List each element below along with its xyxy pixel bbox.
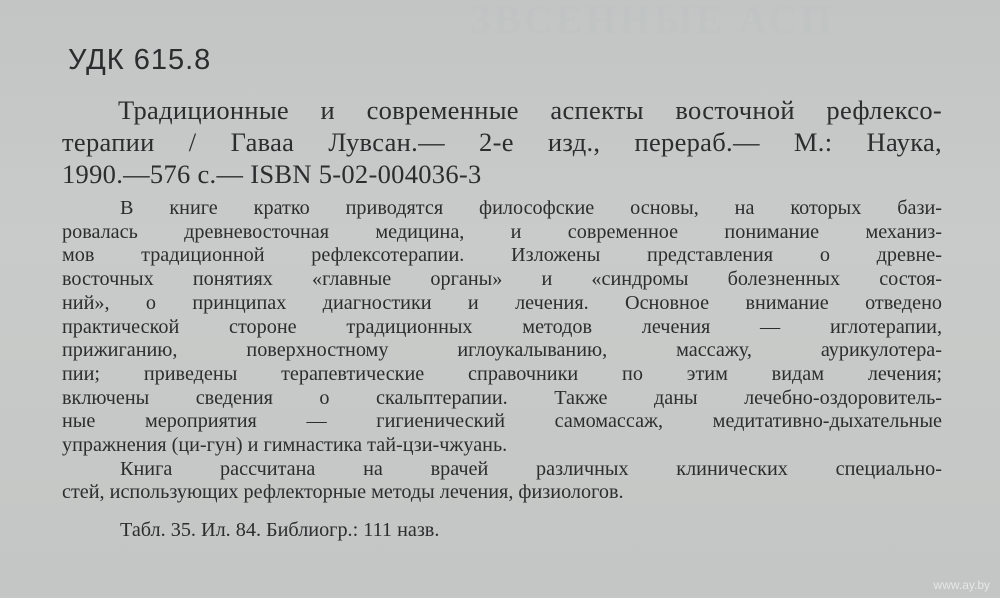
site-watermark: www.ay.by (933, 578, 990, 592)
udk-code: УДК 615.8 (68, 44, 212, 76)
abstract-line: Книга рассчитана на врачей различных клинических специально- (120, 457, 942, 480)
abstract-line: ровалась древневосточная медицина, и современное понимание механиз- (62, 220, 942, 243)
abstract-line: В книге кратко приводятся философские основы, на которых бази- (120, 197, 942, 219)
abstract-line: пии; приведены терапевтические справочники по этим видам лечения; (62, 362, 942, 385)
abstract-line: восточных понятиях «главные органы» и «синдромы болезненных состоя- (62, 268, 942, 291)
bibliographic-line: Традиционные и современные аспекты восточной рефлексо- (118, 95, 942, 125)
bibliographic-line: 1990.—576 с.— ISBN 5-02-004036-3 (62, 159, 482, 189)
tables-illustrations-line: Табл. 35. Ил. 84. Библиогр.: 111 назв. (120, 519, 440, 541)
bleed-through-text: ЗВСЕННЫЕ АСП (470, 0, 835, 42)
abstract-line: прижиганию, поверхностному иглоукалыванию, массажу, аурикулотера- (62, 339, 942, 362)
abstract-text (62, 197, 942, 505)
bibliographic-record (62, 94, 942, 190)
abstract-line: ний», о принципах диагностики и лечения. Основное внимание отведено (62, 291, 942, 314)
abstract-line: стей, использующих рефлекторные методы лечения, физиологов. (62, 481, 624, 504)
abstract-line: ные мероприятия — гигиенический самомассаж, медитативно-дыхательные (62, 410, 942, 433)
abstract-line: включены сведения о скальптерапии. Также даны лечебно-оздоровитель- (62, 386, 942, 409)
bibliographic-line: терапии / Гаваа Лувсан.— 2-е изд., перераб.— М.: Наука, (62, 127, 942, 157)
abstract-line: упражнения (ци-гун) и гимнастика тай-цзи-чжуань. (62, 434, 508, 457)
abstract-line: практической стороне традиционных методов лечения — иглотерапии, (62, 315, 942, 338)
abstract-line: мов традиционной рефлексотерапии. Изложены представления о древне- (62, 244, 942, 267)
